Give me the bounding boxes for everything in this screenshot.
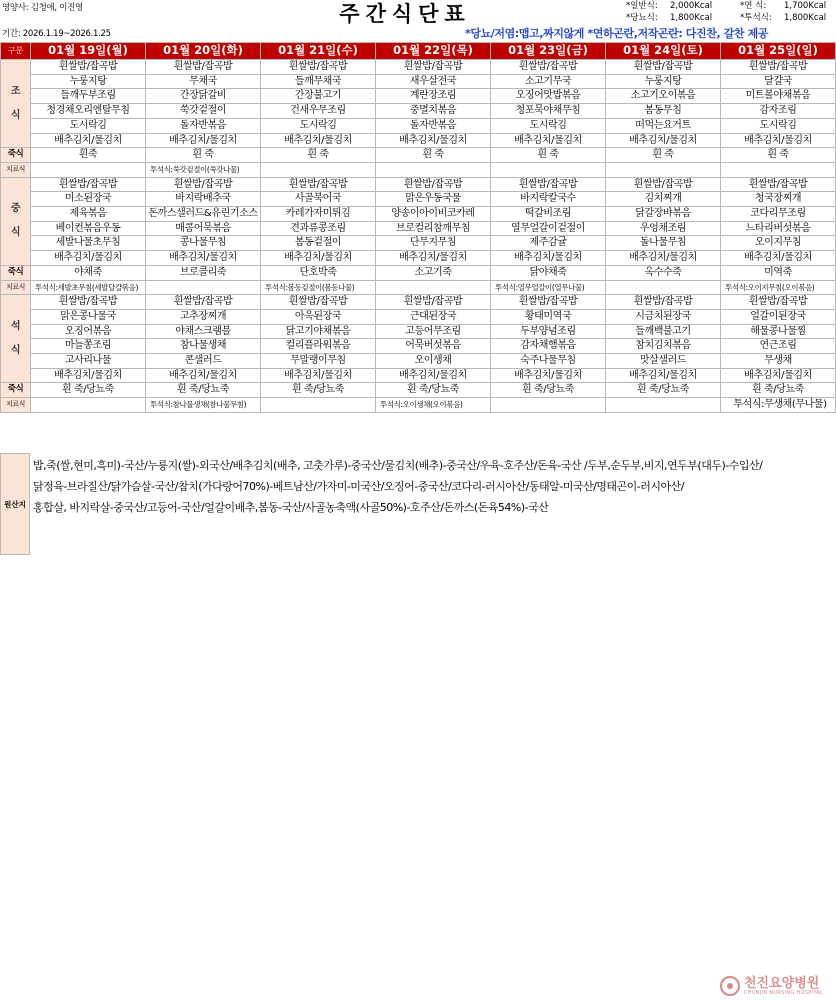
menu-item: 오징어맛밥볶음	[491, 89, 606, 104]
dialysis-item: 투석식:무생채(무나물)	[721, 398, 836, 413]
menu-item: 흰쌀밥/잡곡밥	[31, 295, 146, 310]
origin-section	[0, 453, 835, 996]
menu-item: 들깨무채국	[261, 74, 376, 89]
menu-row	[1, 221, 836, 236]
menu-item: 흰쌀밥/잡곡밥	[491, 177, 606, 192]
menu-item: 제육볶음	[31, 207, 146, 222]
menu-item: 배추김치/물김치	[146, 133, 261, 148]
weekly-menu-table	[0, 42, 836, 413]
menu-row	[1, 368, 836, 383]
dialysis-item: 투석식:쑥갓겉절이(쑥갓나물)	[146, 162, 261, 177]
menu-item: 배추김치/물김치	[146, 368, 261, 383]
porridge-label: 죽식	[1, 148, 31, 163]
menu-item: 감자조림	[721, 104, 836, 119]
menu-item: 봄동겉절이	[261, 236, 376, 251]
day-header: 01월 24일(토)	[606, 43, 721, 60]
menu-row	[1, 118, 836, 133]
menu-item: 흰쌀밥/잡곡밥	[261, 177, 376, 192]
menu-item: 배추김치/물김치	[606, 133, 721, 148]
origin-label: 원산지	[0, 453, 30, 555]
porridge-item: 흰 죽	[721, 148, 836, 163]
porridge-item: 흰 죽/당뇨죽	[261, 383, 376, 398]
day-header: 01월 22일(목)	[376, 43, 491, 60]
menu-item: 흰쌀밥/잡곡밥	[31, 177, 146, 192]
page-title: 주간식단표	[339, 2, 471, 26]
menu-item: 흰쌀밥/잡곡밥	[376, 177, 491, 192]
menu-item: 떡갈비조림	[491, 207, 606, 222]
menu-item: 돈까스샐러드&유린기소스	[146, 207, 261, 222]
porridge-item: 흰 죽/당뇨죽	[146, 383, 261, 398]
dialysis-item	[606, 280, 721, 295]
gu-header: 구분	[1, 43, 31, 60]
dialysis-item	[261, 162, 376, 177]
dialysis-item	[606, 162, 721, 177]
dialysis-item	[721, 162, 836, 177]
menu-item: 무생채	[721, 354, 836, 369]
menu-item: 도시락김	[491, 118, 606, 133]
menu-item: 오이생채	[376, 354, 491, 369]
porridge-row	[1, 383, 836, 398]
menu-item: 건새우무조림	[261, 104, 376, 119]
menu-item: 흰쌀밥/잡곡밥	[146, 60, 261, 75]
menu-item: 해물콩나물찜	[721, 324, 836, 339]
porridge-item: 흰 죽/당뇨죽	[606, 383, 721, 398]
menu-item: 배추김치/물김치	[721, 368, 836, 383]
menu-item: 배추김치/물김치	[721, 251, 836, 266]
porridge-item: 미역죽	[721, 265, 836, 280]
menu-row	[1, 192, 836, 207]
porridge-item: 흰 죽	[376, 148, 491, 163]
dialysis-row	[1, 162, 836, 177]
day-header: 01월 23일(금)	[491, 43, 606, 60]
origin-line: 닭정육-브라질산/닭가슴살-국산/참치(가다랑어70%)-베트남산/가자미-미국산/오징어-중국산/코다리-러시아산/동태알-미국산/명태곤이-러시아산/	[33, 480, 684, 493]
menu-item: 계란장조림	[376, 89, 491, 104]
menu-item: 배추김치/물김치	[606, 251, 721, 266]
porridge-item: 흰 죽	[491, 148, 606, 163]
porridge-row	[1, 265, 836, 280]
menu-item: 흰쌀밥/잡곡밥	[491, 60, 606, 75]
menu-item: 흰쌀밥/잡곡밥	[721, 60, 836, 75]
menu-row	[1, 251, 836, 266]
menu-item: 맑은우동국물	[376, 192, 491, 207]
menu-item: 쑥갓겉절이	[146, 104, 261, 119]
menu-row	[1, 133, 836, 148]
menu-item: 숙주나물무침	[491, 354, 606, 369]
porridge-label: 죽식	[1, 265, 31, 280]
day-header: 01월 21일(수)	[261, 43, 376, 60]
diet-note: *당뇨/저염:맵고,짜지않게 *연하곤란,저작곤란: 다진찬, 갈찬 제공	[465, 27, 769, 40]
dialysis-item	[31, 398, 146, 413]
menu-item: 배추김치/물김치	[261, 368, 376, 383]
menu-item: 무말랭이무침	[261, 354, 376, 369]
menu-item: 흰쌀밥/잡곡밥	[721, 295, 836, 310]
dialysis-label: 치료식	[1, 280, 31, 295]
menu-item: 고추장찌개	[146, 309, 261, 324]
menu-row	[1, 60, 836, 75]
menu-item: 누룽지탕	[31, 74, 146, 89]
menu-item: 마늘쫑조림	[31, 339, 146, 354]
menu-item: 코다리무조림	[721, 207, 836, 222]
menu-item: 흰쌀밥/잡곡밥	[606, 295, 721, 310]
dinner-label-char: 식	[10, 344, 21, 356]
dinner-label-char: 석	[10, 320, 21, 332]
dialysis-item	[146, 280, 261, 295]
menu-item: 배추김치/물김치	[376, 368, 491, 383]
menu-item: 컬리플라워볶음	[261, 339, 376, 354]
menu-item: 배추김치/물김치	[376, 251, 491, 266]
menu-item: 오이지무침	[721, 236, 836, 251]
menu-item: 배추김치/물김치	[491, 368, 606, 383]
menu-item: 배추김치/물김치	[146, 251, 261, 266]
menu-item: 두부양념조림	[491, 324, 606, 339]
menu-item: 흰쌀밥/잡곡밥	[376, 60, 491, 75]
porridge-item: 닭야채죽	[491, 265, 606, 280]
dialysis-item: 투석식:참나물생채(참나물무침)	[146, 398, 261, 413]
menu-item: 봄동무침	[606, 104, 721, 119]
dialysis-row	[1, 398, 836, 413]
porridge-item: 흰 죽	[261, 148, 376, 163]
dialysis-item	[376, 162, 491, 177]
kcal-right	[740, 1, 826, 24]
menu-item: 흰쌀밥/잡곡밥	[376, 295, 491, 310]
menu-row	[1, 104, 836, 119]
menu-item: 배추김치/물김치	[261, 251, 376, 266]
menu-item: 돌나물무침	[606, 236, 721, 251]
menu-item: 중멸치볶음	[376, 104, 491, 119]
menu-item: 누룽지탕	[606, 74, 721, 89]
menu-row	[1, 324, 836, 339]
kcal-left	[626, 1, 712, 24]
menu-item: 참치김치볶음	[606, 339, 721, 354]
menu-item: 배추김치/물김치	[491, 133, 606, 148]
menu-item: 바지락칼국수	[491, 192, 606, 207]
menu-row	[1, 295, 836, 310]
kcal-label: *일반식:	[626, 1, 658, 11]
origin-line: 밥,죽(쌀,현미,흑미)-국산/누룽지(쌀)-외국산/배추김치(배추, 고춧가루)-중국산/물김치(배추)-중국산/우육-호주산/돈육-국산 /두부,순두부,비지,연두부(대두)-수입산/	[33, 459, 763, 472]
porridge-item: 흰 죽	[606, 148, 721, 163]
dialysis-label: 치료식	[1, 398, 31, 413]
menu-item: 무채국	[146, 74, 261, 89]
dialysis-item: 투석식:봄동겉절이(봄동나물)	[261, 280, 376, 295]
porridge-item: 야채죽	[31, 265, 146, 280]
dialysis-item	[261, 398, 376, 413]
lunch-label-char: 식	[10, 227, 21, 239]
menu-item: 맛살샐러드	[606, 354, 721, 369]
menu-item: 닭고기야채볶음	[261, 324, 376, 339]
menu-row	[1, 89, 836, 104]
menu-item: 맑은콩나물국	[31, 309, 146, 324]
menu-item: 근대된장국	[376, 309, 491, 324]
dialysis-label: 치료식	[1, 162, 31, 177]
menu-item: 베이컨볶음우동	[31, 221, 146, 236]
menu-item: 고사리나물	[31, 354, 146, 369]
menu-row	[1, 207, 836, 222]
dialysis-item: 투석식:열무얼갈이(열무나물)	[491, 280, 606, 295]
kcal-label: *당뇨식:	[626, 12, 658, 23]
menu-row	[1, 309, 836, 324]
menu-item: 카레가자미튀김	[261, 207, 376, 222]
kcal-value: 1,800Kcal	[784, 12, 827, 23]
menu-item: 도시락김	[261, 118, 376, 133]
menu-item: 고등어무조림	[376, 324, 491, 339]
menu-item: 들깨백불고기	[606, 324, 721, 339]
dialysis-item	[491, 398, 606, 413]
logo-icon	[720, 976, 740, 996]
porridge-item: 흰 죽	[146, 148, 261, 163]
menu-item: 연근조림	[721, 339, 836, 354]
menu-item: 배추김치/물김치	[31, 251, 146, 266]
menu-item: 콩나물무침	[146, 236, 261, 251]
porridge-item: 흰 죽/당뇨죽	[721, 383, 836, 398]
menu-item: 어묵버섯볶음	[376, 339, 491, 354]
porridge-item: 흰 죽/당뇨죽	[491, 383, 606, 398]
menu-item: 흰쌀밥/잡곡밥	[146, 177, 261, 192]
logo-name: 천진요양병원	[744, 975, 820, 991]
dialysis-row	[1, 280, 836, 295]
menu-item: 세발나물초무침	[31, 236, 146, 251]
menu-item: 새우살전국	[376, 74, 491, 89]
menu-item: 매콤어묵볶음	[146, 221, 261, 236]
porridge-item: 단호박죽	[261, 265, 376, 280]
menu-item: 미트볼야채볶음	[721, 89, 836, 104]
menu-item: 달걀국	[721, 74, 836, 89]
day-header: 01월 20일(화)	[146, 43, 261, 60]
porridge-label: 죽식	[1, 383, 31, 398]
menu-item: 황태미역국	[491, 309, 606, 324]
menu-item: 흰쌀밥/잡곡밥	[146, 295, 261, 310]
menu-item: 돌자반볶음	[146, 118, 261, 133]
menu-item: 배추김치/물김치	[376, 133, 491, 148]
menu-item: 흰쌀밥/잡곡밥	[261, 295, 376, 310]
menu-item: 흰쌀밥/잡곡밥	[491, 295, 606, 310]
menu-item: 아욱된장국	[261, 309, 376, 324]
porridge-item: 흰 죽/당뇨죽	[31, 383, 146, 398]
menu-item: 흰쌀밥/잡곡밥	[31, 60, 146, 75]
kcal-value: 1,800Kcal	[670, 12, 713, 23]
menu-item: 배추김치/물김치	[31, 133, 146, 148]
menu-item: 견과류콩조림	[261, 221, 376, 236]
porridge-item: 브로콜리죽	[146, 265, 261, 280]
porridge-item: 흰 죽/당뇨죽	[376, 383, 491, 398]
logo-subtitle: CHUNJIN NURSING HOSPITAL	[744, 989, 824, 996]
menu-item: 소고기오이볶음	[606, 89, 721, 104]
menu-item: 참나물생채	[146, 339, 261, 354]
menu-item: 감자채햄볶음	[491, 339, 606, 354]
porridge-item: 흰죽	[31, 148, 146, 163]
menu-item: 배추김치/물김치	[491, 251, 606, 266]
menu-item: 오징어볶음	[31, 324, 146, 339]
dialysis-item	[31, 162, 146, 177]
menu-item: 흰쌀밥/잡곡밥	[261, 60, 376, 75]
menu-item: 얼갈이된장국	[721, 309, 836, 324]
breakfast-label-char: 조	[10, 85, 21, 97]
day-header: 01월 25일(일)	[721, 43, 836, 60]
menu-item: 양송이아이비코카레	[376, 207, 491, 222]
menu-item: 배추김치/물김치	[261, 133, 376, 148]
dialysis-item: 투석식:오이생채(오이볶음)	[376, 398, 491, 413]
menu-item: 흰쌀밥/잡곡밥	[606, 60, 721, 75]
menu-item: 들깨두부조림	[31, 89, 146, 104]
hospital-logo	[720, 972, 830, 1000]
dietitian: 영양사: 김청애, 이진영	[2, 3, 83, 13]
dinner-label	[1, 295, 31, 383]
menu-item: 흰쌀밥/잡곡밥	[721, 177, 836, 192]
day-header: 01월 19일(월)	[31, 43, 146, 60]
menu-item: 도시락김	[31, 118, 146, 133]
kcal-label: *투석식:	[740, 12, 772, 23]
menu-row	[1, 177, 836, 192]
menu-row	[1, 354, 836, 369]
menu-item: 우엉채조림	[606, 221, 721, 236]
porridge-item: 옥수수죽	[606, 265, 721, 280]
porridge-item: 소고기죽	[376, 265, 491, 280]
menu-item: 떠먹는요거트	[606, 118, 721, 133]
menu-item: 바지락배추국	[146, 192, 261, 207]
menu-item: 도시락김	[721, 118, 836, 133]
menu-item: 제주감귤	[491, 236, 606, 251]
dialysis-item	[376, 280, 491, 295]
menu-item: 청경채오리엔탈무침	[31, 104, 146, 119]
kcal-value: 2,000Kcal	[670, 1, 713, 11]
period: 기간: 2026.1.19~2026.1.25	[2, 29, 111, 39]
menu-item: 야채스크램블	[146, 324, 261, 339]
lunch-label	[1, 177, 31, 265]
menu-item: 브로컬리참깨무침	[376, 221, 491, 236]
breakfast-label-char: 식	[10, 109, 21, 121]
dialysis-item	[606, 398, 721, 413]
menu-row	[1, 339, 836, 354]
menu-row	[1, 74, 836, 89]
menu-item: 청국장찌개	[721, 192, 836, 207]
menu-item: 콘샐러드	[146, 354, 261, 369]
porridge-row	[1, 148, 836, 163]
menu-item: 소고기무국	[491, 74, 606, 89]
lunch-label-char: 중	[10, 203, 21, 215]
menu-item: 닭갈장뱌볶음	[606, 207, 721, 222]
menu-item: 흰쌀밥/잡곡밥	[606, 177, 721, 192]
menu-item: 돌자반볶음	[376, 118, 491, 133]
kcal-value: 1,700Kcal	[784, 1, 827, 11]
dialysis-item: 투석식:세발초무침(세발달걀볶음)	[31, 280, 146, 295]
menu-item: 미소된장국	[31, 192, 146, 207]
menu-item: 시금치된장국	[606, 309, 721, 324]
menu-item: 김치찌개	[606, 192, 721, 207]
menu-item: 배추김치/물김치	[721, 133, 836, 148]
menu-item: 열무얼갈이겉절이	[491, 221, 606, 236]
dialysis-item	[491, 162, 606, 177]
origin-line: 홍합살, 바지락살-중국산/고등어-국산/얼갈이배추,봄동-국산/사골농축액(사골50%)-호주산/돈까스(돈육54%)-국산	[33, 501, 549, 514]
menu-row	[1, 236, 836, 251]
dialysis-item: 투석식:오이지무침(오이볶음)	[721, 280, 836, 295]
menu-item: 간장닭갈비	[146, 89, 261, 104]
day-header-row	[1, 43, 836, 60]
breakfast-label	[1, 60, 31, 148]
menu-item: 느타리버섯볶음	[721, 221, 836, 236]
page-header	[0, 0, 835, 42]
kcal-label: *연 식:	[740, 1, 767, 11]
menu-item: 배추김치/물김치	[31, 368, 146, 383]
menu-item: 단무지무침	[376, 236, 491, 251]
menu-item: 사골북어국	[261, 192, 376, 207]
menu-item: 배추김치/물김치	[606, 368, 721, 383]
menu-item: 간장불고기	[261, 89, 376, 104]
menu-item: 청포묵야채무침	[491, 104, 606, 119]
